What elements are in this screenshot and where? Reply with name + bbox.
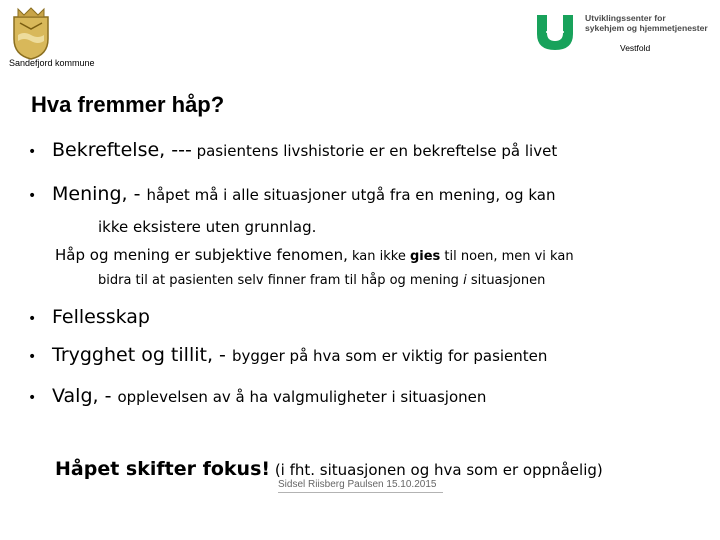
bullet-trygghet [28, 344, 547, 366]
footer-divider [278, 492, 443, 493]
bullet-lead: Fellesskap [52, 306, 150, 328]
bullet-dot: • [28, 311, 37, 327]
utviklingssenter-logo [534, 13, 576, 51]
municipality-name: Sandefjord kommune [9, 58, 95, 68]
bullet-rest: bygger på hva som er viktig for pasienten [231, 347, 548, 365]
bullet-dot: • [28, 144, 37, 160]
bidra-line-b: situasjonen [466, 273, 546, 288]
bullet-fellesskap [28, 306, 150, 328]
bullet-rest: pasientens livshistorie er en bekreftelse på livet [191, 142, 558, 160]
bullet-dot: • [28, 390, 37, 406]
hap-line-a: Håp og mening er subjektive fenomen, [55, 246, 348, 264]
bullet-rest: håpet må i alle situasjoner utgå fra en mening, og kan [146, 186, 556, 204]
bullet-valg [28, 385, 486, 407]
bidra-line-i: i [463, 273, 467, 288]
bullet-lead: Valg, - [52, 385, 118, 407]
mening-continuation: ikke eksistere uten grunnlag. [98, 218, 317, 236]
bidra-line [98, 273, 545, 288]
sandefjord-crest-logo [6, 5, 56, 61]
center-name-line-1: Utviklingssenter for [585, 13, 666, 23]
bullet-mening [28, 183, 555, 205]
hap-line-b: kan ikke [347, 249, 410, 264]
bullet-lead: Trygghet og tillit, - [52, 344, 232, 366]
bullet-dot: • [28, 188, 37, 204]
center-name [585, 13, 708, 33]
hap-line-c: til noen, men vi kan [440, 249, 574, 264]
bullet-lead: Bekreftelse, --- [52, 139, 192, 161]
footer-author-date: Sidsel Riisberg Paulsen 15.10.2015 [278, 479, 437, 490]
bullet-dot: • [28, 349, 37, 365]
slide-title: Hva fremmer håp? [31, 92, 225, 117]
hap-line-gies: gies [409, 249, 441, 264]
hapet-skifter-fokus [55, 458, 603, 480]
center-name-line-2: sykehjem og hjemmetjenester [585, 23, 708, 33]
bullet-rest: opplevelsen av å ha valgmuligheter i situasjonen [117, 388, 487, 406]
bidra-line-a: bidra til at pasienten selv finner fram til håp og mening [98, 273, 464, 288]
bullet-lead: Mening, - [52, 183, 147, 205]
bullet-bekreftelse [28, 139, 557, 161]
hap-og-mening-line [55, 245, 574, 264]
emphasis-bold: Håpet skifter fokus! [55, 458, 271, 480]
region-label: Vestfold [620, 43, 651, 53]
emphasis-rest: (i fht. situasjonen og hva som er oppnåelig) [270, 461, 603, 479]
